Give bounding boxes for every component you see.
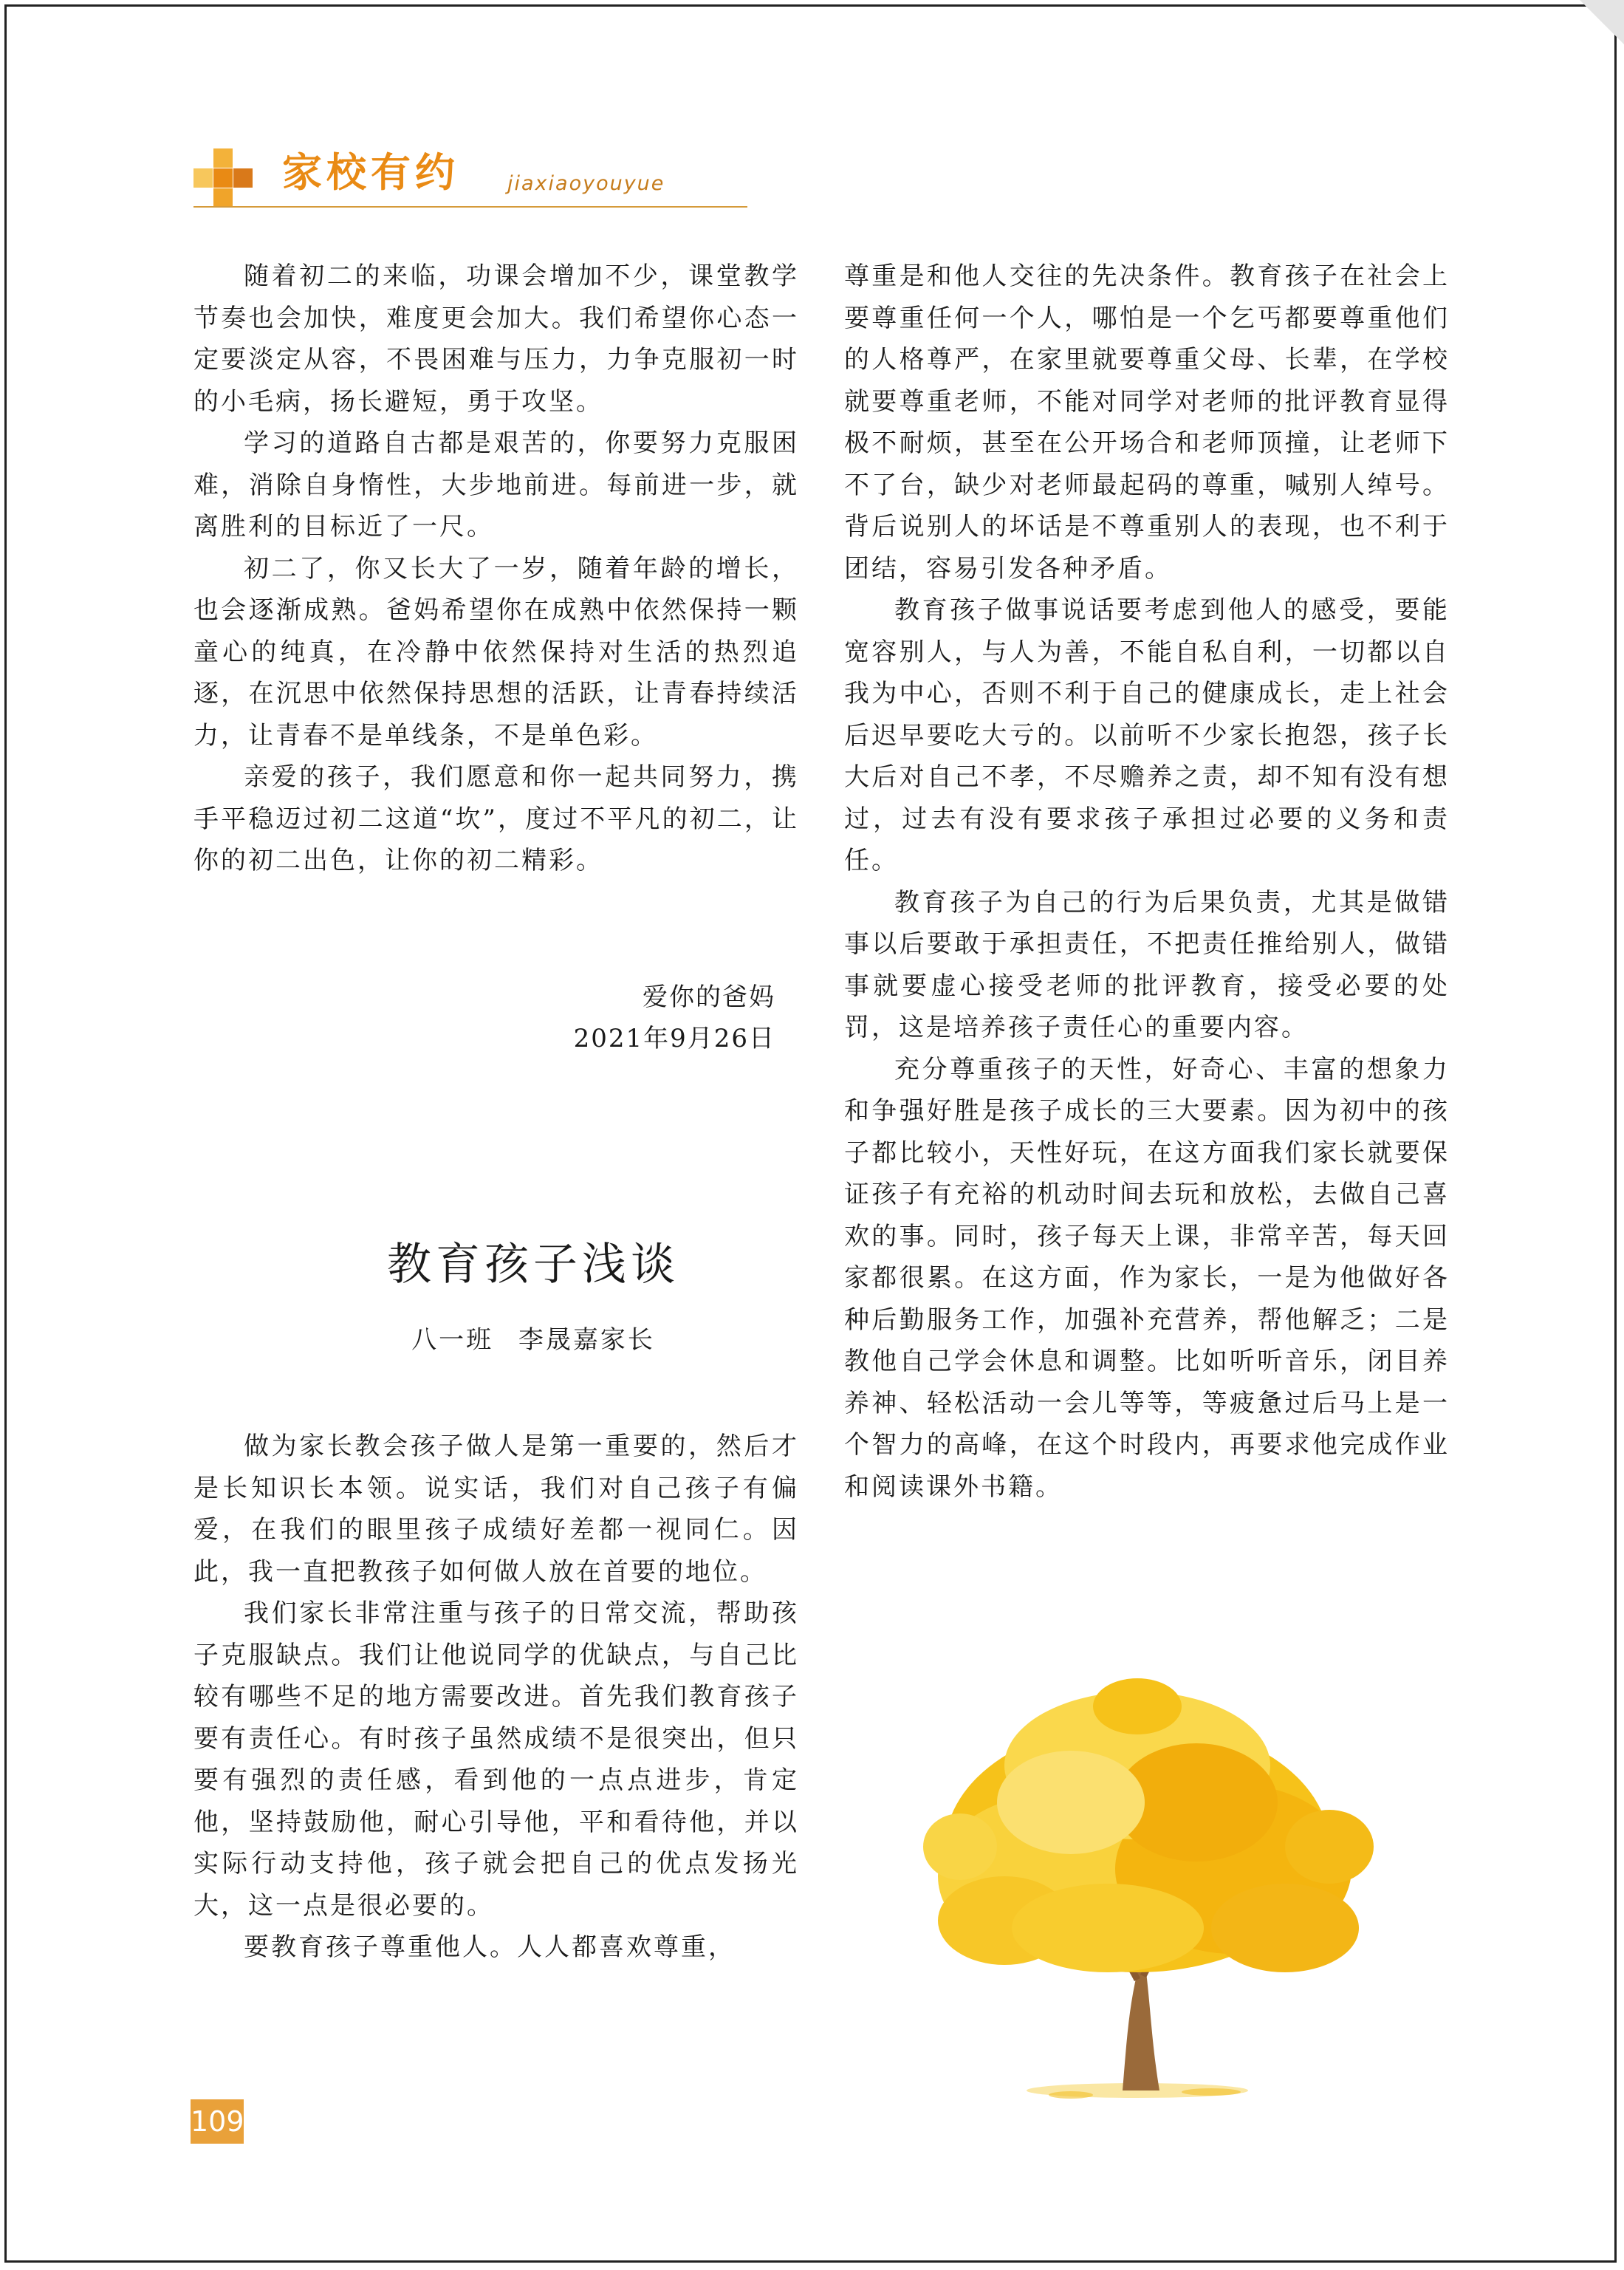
letter-paragraph: 初二了，你又长大了一岁，随着年龄的增长，也会逐渐成熟。爸妈希望你在成熟中依然保持一颗童心的纯真，在冷静中依然保持对生活的热烈追逐，在沉思中依然保持思想的活跃，让青春持续活力，让青春不是单线条，不是单色彩。 [193, 553, 799, 751]
letter-signature: 爱你的爸妈 [643, 982, 775, 1012]
tree-foliage [923, 1678, 1374, 1972]
article-body-left [193, 1426, 799, 1969]
letter-paragraph: 亲爱的孩子，我们愿意和你一起共同努力，携手平稳迈过初二这道“坎”，度过不平凡的初二，让你的初二出色，让你的初二精彩。 [193, 762, 799, 875]
letter-paragraph: 学习的道路自古都是艰苦的，你要努力克服困难，消除自身惰性，大步地前进。每前进一步，就离胜利的目标近了一尺。 [193, 428, 799, 541]
article-author: 八一班 李晟嘉家长 [411, 1325, 655, 1355]
header-divider [193, 206, 747, 208]
page-corner-fold [1580, 0, 1624, 44]
letter-date: 2021年9月26日 [573, 1024, 775, 1053]
article-paragraph-continued: 尊重是和他人交往的先决条件。教育孩子在社会上要尊重任何一个人，哪怕是一个乞丐都要尊重他们的人格尊严，在家里就要尊重父母、长辈，在学校就要尊重老师，不能对同学对老师的批评教育显得极不耐烦，甚至在公开场合和老师顶撞，让老师下不了台，缺少对老师最起码的尊重，喊别人绰号。背后说别人的坏话是不尊重别人的表现，也不利于团结，容易引发各种矛盾。 [844, 261, 1450, 584]
article-paragraph: 要教育孩子尊重他人。人人都喜欢尊重， [244, 1932, 736, 1962]
letter-body [193, 256, 799, 882]
article-paragraph: 做为家长教会孩子做人是第一重要的，然后才是长知识长本领。说实话，我们对自己孩子有偏爱，在我们的眼里孩子成绩好差都一视同仁。因此，我一直把教孩子如何做人放在首要的地位。 [193, 1432, 799, 1587]
article-paragraph: 教育孩子做事说话要考虑到他人的感受，要能宽容别人，与人为善，不能自私自利，一切都以自我为中心，否则不利于自己的健康成长，走上社会后迟早要吃大亏的。以前听不少家长抱怨，孩子长大后对自己不孝，不尽赡养之责，却不知有没有想过，过去有没有要求孩子承担过必要的义务和责任。 [844, 595, 1450, 875]
article-paragraph: 教育孩子为自己的行为后果负责，尤其是做错事以后要敢于承担责任，不把责任推给别人，做错事就要虚心接受老师的批评教育，接受必要的处罚，这是培养孩子责任心的重要内容。 [844, 887, 1450, 1042]
ginkgo-tree-illustration [916, 1677, 1388, 2105]
letter-signature-block [517, 977, 775, 1059]
article-body-right [844, 256, 1450, 1508]
section-header [193, 144, 747, 218]
section-title: 家校有约 [282, 149, 459, 196]
letter-paragraph: 随着初二的来临，功课会增加不少，课堂教学节奏也会加快，难度更会加大。我们希望你心态一定要淡定从容，不畏困难与压力，力争克服初一时的小毛病，扬长避短，勇于攻坚。 [193, 261, 799, 417]
section-logo-icon [193, 148, 253, 208]
section-pinyin: jiaxiaoyouyue [507, 172, 665, 195]
article-paragraph: 充分尊重孩子的天性，好奇心、丰富的想象力和争强好胜是孩子成长的三大要素。因为初中的孩子都比较小，天性好玩，在这方面我们家长就要保证孩子有充裕的机动时间去玩和放松，去做自己喜欢的事。同时，孩子每天上课，非常辛苦，每天回家都很累。在这方面，作为家长，一是为他做好各种后勤服务工作，加强补充营养，帮他解乏；二是教他自己学会休息和调整。比如听听音乐，闭目养养神、轻松活动一会儿等等，等疲惫过后马上是一个智力的高峰，在这个时段内，再要求他完成作业和阅读课外书籍。 [844, 1054, 1450, 1502]
page-number: 109 [191, 2099, 244, 2144]
article-paragraph: 我们家长非常注重与孩子的日常交流，帮助孩子克服缺点。我们让他说同学的优缺点，与自己比较有哪些不足的地方需要改进。首先我们教育孩子要有责任心。有时孩子虽然成绩不是很突出，但只要有强烈的责任感，看到他的一点点进步，肯定他，坚持鼓励他，耐心引导他，平和看待他，并以实际行动支持他，孩子就会把自己的优点发扬光大，这一点是很必要的。 [193, 1599, 799, 1921]
article-title: 教育孩子浅谈 [387, 1239, 679, 1290]
